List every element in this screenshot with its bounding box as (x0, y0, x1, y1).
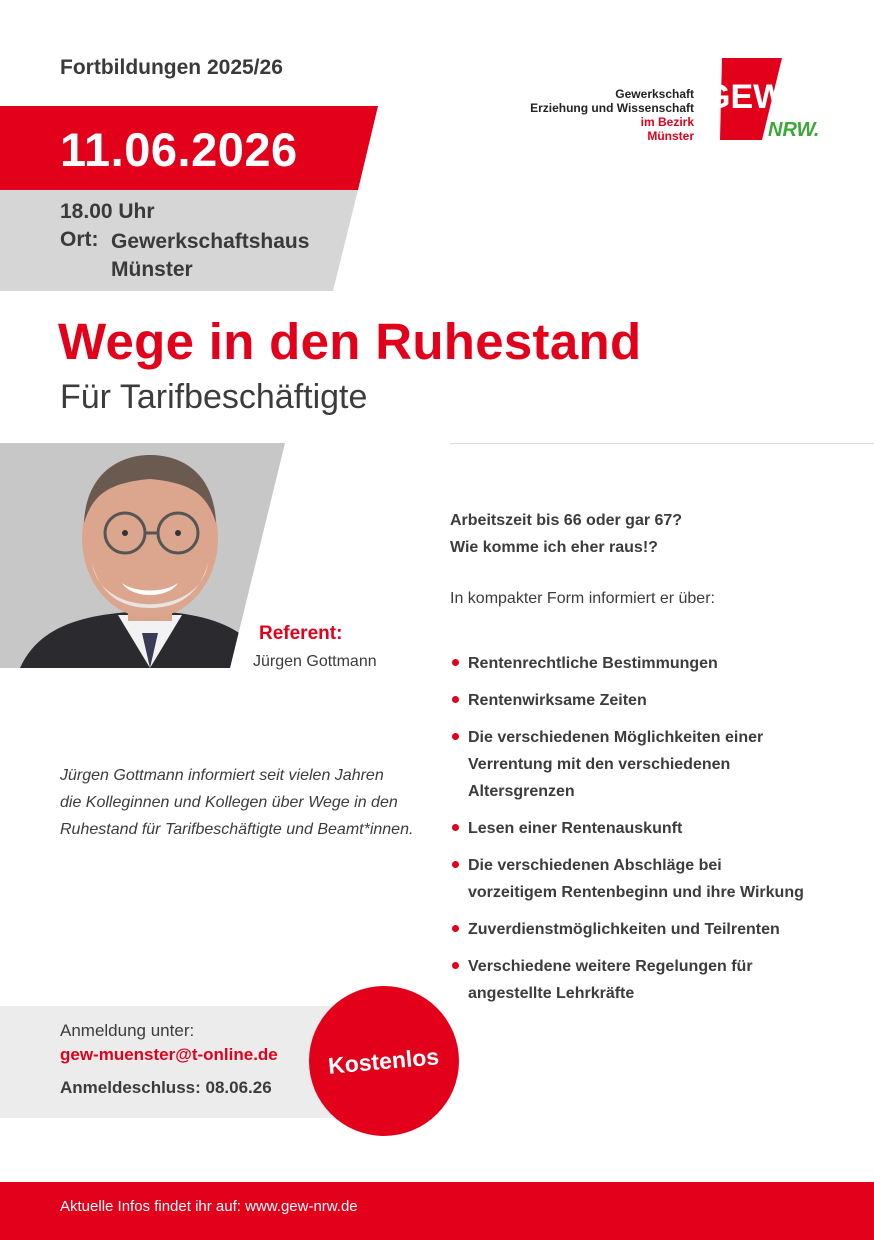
list-item: Verschiedene weitere Regelungen für angestellte Lehrkräfte (450, 953, 850, 1007)
event-place (111, 228, 341, 284)
place-line-2: Münster (111, 258, 193, 281)
registration-deadline: Anmeldeschluss: 08.06.26 (60, 1078, 272, 1097)
gew-nrw-logo (700, 56, 830, 146)
topics-intro: In kompakter Form informiert er über: (450, 590, 715, 607)
logo-mark-nrw: NRW. (768, 119, 820, 141)
place-line-1: Gewerkschaftshaus (111, 230, 310, 253)
question-1: Arbeitszeit bis 66 oder gar 67? (450, 512, 683, 529)
bullet-icon (452, 733, 459, 740)
page-title: Wege in den Ruhestand (58, 313, 642, 370)
event-date: 11.06.2026 (60, 123, 298, 176)
logo-line-3: im Bezirk (640, 115, 694, 129)
speaker-photo (0, 443, 290, 668)
list-item: Die verschiedenen Abschläge bei vorzeitigem Rentenbeginn und ihre Wirkung (450, 852, 850, 906)
logo-line-2: Erziehung und Wissenschaft (530, 101, 694, 115)
page-subtitle: Für Tarifbeschäftigte (60, 378, 368, 416)
question-2: Wie komme ich eher raus!? (450, 539, 658, 556)
series-heading: Fortbildungen 2025/26 (60, 56, 283, 79)
bullet-icon (452, 925, 459, 932)
bullet-icon (452, 962, 459, 969)
bio-line-1: Jürgen Gottmann informiert seit vielen Jahren (60, 767, 384, 784)
event-time: 18.00 Uhr (60, 200, 155, 223)
logo-line-1: Gewerkschaft (615, 87, 694, 101)
gew-logo-text (530, 87, 694, 143)
bullet-icon (452, 696, 459, 703)
list-item: Die verschiedenen Möglichkeiten einer Verrentung mit den verschiedenen Altersgrenzen (450, 724, 850, 805)
registration-label: Anmeldung unter: (60, 1021, 195, 1040)
free-badge-label: Kostenlos (327, 1042, 441, 1079)
place-label: Ort: (60, 228, 99, 251)
bullet-icon (452, 659, 459, 666)
bio-line-3: Ruhestand für Tarifbeschäftigte und Beamt*innen. (60, 821, 414, 838)
registration-email-link[interactable]: gew-muenster@t-online.de (60, 1045, 278, 1064)
list-item: Rentenwirksame Zeiten (450, 687, 850, 714)
speaker-bio (60, 762, 440, 843)
logo-mark-gew: GEW (704, 78, 786, 116)
bullet-icon (452, 824, 459, 831)
logo-line-4: Münster (647, 129, 694, 143)
list-item: Rentenrechtliche Bestimmungen (450, 650, 850, 677)
topics-list (450, 650, 850, 1017)
lead-questions (450, 507, 870, 561)
footer-text: Aktuelle Infos findet ihr auf: www.gew-nrw.de (60, 1198, 358, 1215)
speaker-label: Referent: (259, 623, 343, 644)
bullet-icon (452, 861, 459, 868)
speaker-name: Jürgen Gottmann (253, 653, 377, 670)
list-item: Lesen einer Rentenauskunft (450, 815, 850, 842)
bio-line-2: die Kolleginnen und Kollegen über Wege in den (60, 794, 398, 811)
divider (450, 443, 874, 444)
list-item: Zuverdienstmöglichkeiten und Teilrenten (450, 916, 850, 943)
free-badge (309, 986, 459, 1136)
